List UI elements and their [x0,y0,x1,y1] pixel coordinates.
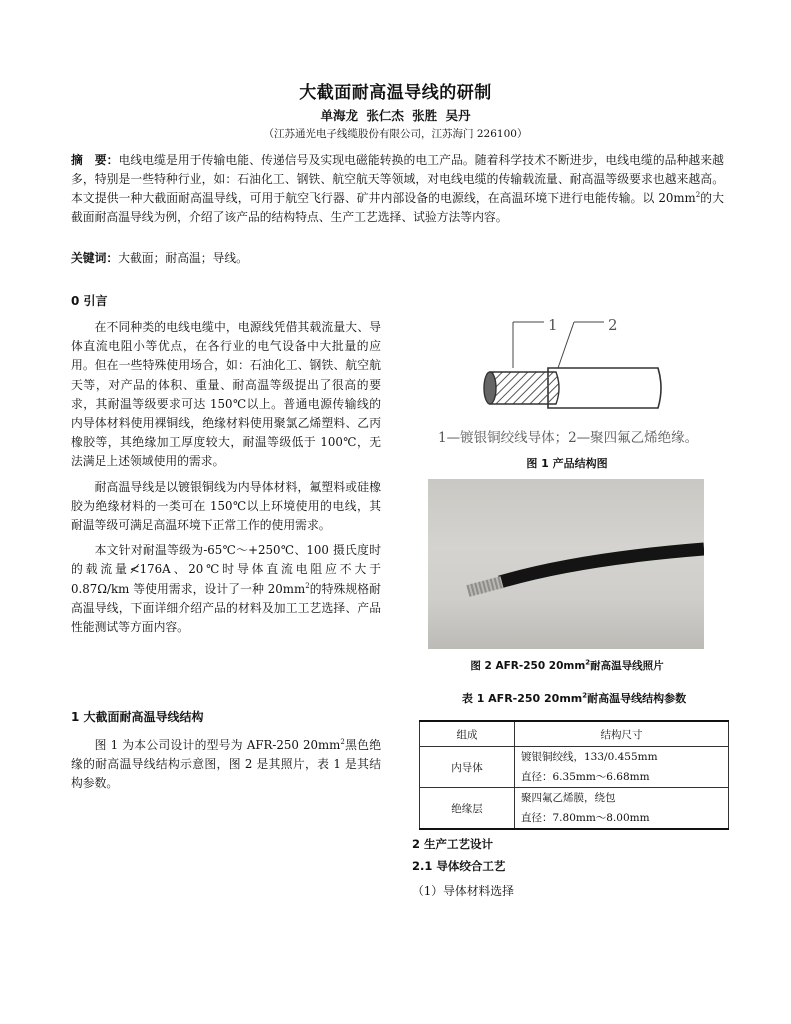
figure-2-photo [428,479,704,649]
section-0-paragraph-2: 耐高温导线是以镀银铜线为内导体材料，氟塑料或硅橡胶为绝缘材料的一类可在 150℃以上环境使用的电线，其耐温等级可满足高温环境下正常工作的使用需求。 [71,479,381,533]
section-1-paragraph-1-superscript: 2 [340,738,345,747]
section-0-paragraph-3 [71,541,381,637]
section-1-paragraph-1-part1: 图 1 为本公司设计的型号为 AFR-250 20mm [94,738,341,752]
table-cell-line: 聚四氟乙烯膜，绕包 [521,792,616,804]
table-cell-dimensions [515,788,729,830]
figure-1-legend: 1—镀银铜绞线导体；2—聚四氟乙烯绝缘。 [438,430,699,446]
section-0-paragraph-3-part1: 本文针对耐温等级为-65℃～+250℃、100 摄氏度时的载流量≮176A、20℃时导体直流电阻应不大于 0.87Ω/km 等使用需求，设计了一种 20mm [71,543,381,596]
section-1-heading: 1 大截面耐高温导线结构 [71,710,204,724]
section-0-heading: 0 引言 [71,294,108,308]
figure-1-structure-diagram [428,310,706,450]
table-1-caption-superscript: 2 [582,691,588,700]
figure-2-caption-part1: 图 2 AFR-250 20mm [470,660,586,672]
section-2-1-item-1: （1）导体材料选择 [412,884,514,898]
section-1-paragraph-1-part2: 黑色绝缘的耐高温导线结构示意图，图 2 是其照片，表 1 是其结构参数。 [71,738,381,791]
author-list: 单海龙 张仁杰 张胜 吴丹 [320,108,471,123]
figure-1-caption: 图 1 产品结构图 [526,457,608,470]
figure-2-caption-part2: 耐高温导线照片 [590,660,664,672]
figure-2-caption-superscript: 2 [585,658,591,667]
conductor-strands [490,372,559,404]
abstract-superscript: 2 [695,191,701,200]
abstract-text-part1: 电线电缆是用于传输电能、传递信号及实现电磁能转换的电工产品。随着科学技术不断进步，电线电缆的品种越来越多，特别是一些特种行业，如：石油化工、钢铁、航空航天等领域，对电线电缆的传输载流量、耐高温等级要求也越来越高。本文提供一种大截面耐高温导线，可用于航空飞行器、矿井内部设备的电源线，在高温环境下进行电能传输。以 20mm [71,153,724,205]
table-1-caption-part1: 表 1 AFR-250 20mm [461,692,583,705]
section-0-paragraph-3-part2: 的特殊规格耐高温导线，下面详细介绍产品的材料及加工工艺选择、产品性能测试等方面内容。 [71,581,381,635]
section-0-paragraph-1: 在不同种类的电线电缆中，电源线凭借其载流量大、导体直流电阻小等优点，在各行业的电气设备中大批量的应用。但在一些特殊使用场合，如：石油化工、钢铁、航空航天等，对产品的体积、重量、耐高温等级提出了很高的要求，其耐温等级要求可达 150℃以上。普通电源传输线的内导体材料使用裸铜线，绝缘材料使用聚氯乙烯塑料、乙丙橡胶等，其绝缘加工厚度较大，耐温等级低于 100℃，无法满足上述领域使用的需求。 [71,320,381,469]
table-cell-line: 直径：6.35mm～6.68mm [521,771,650,783]
leader-line-2 [558,322,574,368]
table-header-row [420,721,729,747]
section-2-heading: 2 生产工艺设计 [412,837,494,851]
table-1-caption-part2: 耐高温导线结构参数 [587,692,687,705]
conductor-end [484,372,496,404]
section-2-1-heading: 2.1 导体绞合工艺 [412,859,506,873]
table-1-caption [419,690,729,706]
table-1-structure-parameters [419,720,729,830]
keywords [71,249,248,266]
table-header-cell: 结构尺寸 [515,721,729,747]
section-1-body [71,736,381,794]
abstract-label: 摘 要： [71,153,119,167]
insulation-jacket [548,368,661,408]
keywords-text: 大截面；耐高温；导线。 [118,251,248,265]
section-0-body [71,318,381,637]
section-1-paragraph-1 [71,736,381,794]
black-insulated-cable [500,549,704,582]
abstract-text-part2: 的大截面耐高温导线为例，介绍了该产品的结构特点、生产工艺选择、试验方法等内容。 [71,191,724,224]
table-cell-line: 镀银铜绞线，133/0.455mm [521,751,658,763]
table-cell-line: 直径：7.80mm～8.00mm [521,812,650,824]
table-row [420,788,729,830]
keywords-label: 关键词： [71,251,119,265]
abstract [71,151,724,227]
paper-title: 大截面耐高温导线的研制 [299,83,492,103]
table-cell-component: 绝缘层 [420,788,515,830]
section-0-paragraph-3-superscript: 2 [305,581,310,590]
affiliation: （江苏通光电子线缆股份有限公司，江苏海门 226100） [263,128,528,140]
table-row [420,747,729,788]
table-header-cell: 组成 [420,721,515,747]
label-1: 1 [548,316,558,334]
table-cell-component: 内导体 [420,747,515,788]
table-cell-dimensions [515,747,729,788]
label-2: 2 [608,316,618,334]
cable-photo-illustration [428,479,704,649]
figure-2-caption [428,658,706,673]
